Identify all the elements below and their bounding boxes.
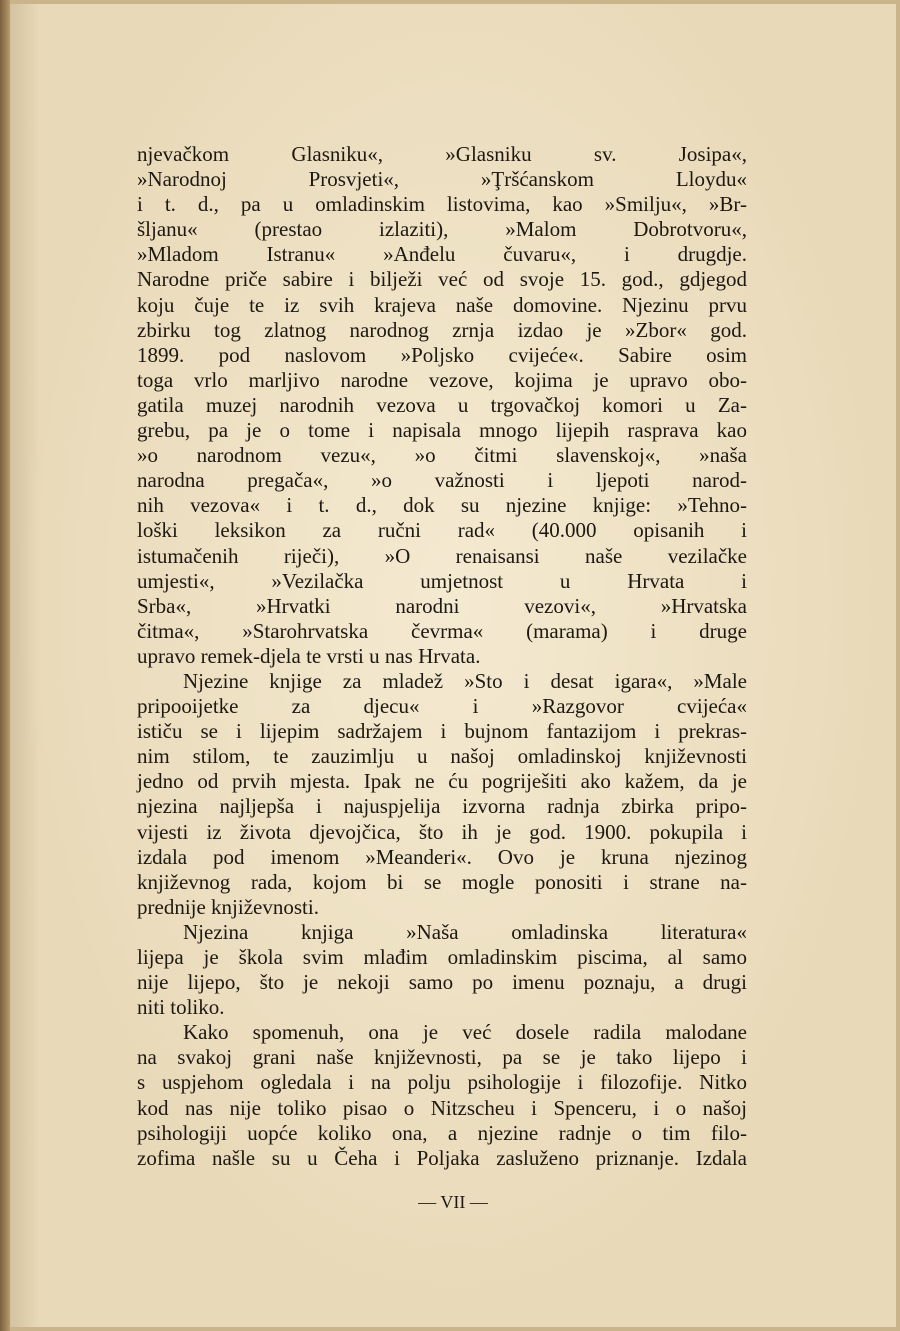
text-line: Njezine knjige za mladež »Sto i desat igara«, »Male (183, 668, 747, 693)
text-line: »Mladom Istranu« »Anđelu čuvaru«, i drugdje. (137, 242, 747, 267)
text-line: nim stilom, te zauzimlju u našoj omladinskoj književnosti (137, 744, 747, 769)
text-line: i t. d., pa u omladinskim listovima, kao »Smilju«, »Br- (137, 192, 747, 217)
text-line: njevačkom Glasniku«, »Glasniku sv. Josipa«, (137, 142, 747, 166)
text-line: na svakoj grani naše književnosti, pa se je tako lijepo i (137, 1045, 747, 1070)
text-line: čitma«, »Starohrvatska čevrma« (marama) i druge (137, 618, 747, 643)
text-line: grebu, pa je o tome i napisala mnogo lijepih rasprava kao (137, 418, 747, 443)
book-spine (0, 0, 10, 1331)
text-line: Njezina knjiga »Naša omladinska literatura« (183, 919, 747, 944)
page-number: — VII — (418, 1192, 488, 1212)
body-text (137, 142, 747, 1171)
text-line: šljanu« (prestao izlaziti), »Malom Dobrotvoru«, (137, 217, 747, 242)
text-line: književnog rada, kojom bi se mogle ponositi i strane na- (137, 869, 747, 894)
text-line: njezina najljepša i najuspjelija izvorna radnja zbirka pripo- (137, 794, 747, 819)
text-line: umjesti«, »Vezilačka umjetnost u Hrvata i (137, 568, 747, 593)
text-line: nije lijepo, što je nekoji samo po imenu poznaju, a drugi (137, 970, 747, 995)
text-line: lijepa je škola svim mlađim omladinskim piscima, al samo (137, 945, 747, 969)
text-line: pripooijetke za djecu« i »Razgovor cvijeća« (137, 694, 747, 719)
text-line: 1899. pod naslovom »Poljsko cvijeće«. Sabire osim (137, 342, 747, 367)
text-line: kod nas nije toliko pisao o Nitzscheu i Spenceru, i o našoj (137, 1095, 747, 1120)
text-line: »Narodnoj Prosvjeti«, »Ţršćanskom Lloydu« (137, 167, 747, 192)
text-line: Narodne priče sabire i bilježi već od svoje 15. god., gdjegod (137, 267, 747, 292)
text-line: loški leksikon za ručni rad« (40.000 opisanih i (137, 518, 747, 543)
text-line: s uspjehom ogledala i na polju psihologije i filozofije. Nitko (137, 1070, 747, 1095)
text-line: gatila muzej narodnih vezova u trgovačkoj komori u Za- (137, 392, 747, 417)
text-line: zofima našle su u Čeha i Poljaka zasluženo priznanje. Izdala (137, 1145, 747, 1170)
text-line: zbirku tog zlatnog narodnog zrnja izdao je »Zbor« god. (137, 317, 747, 342)
text-line: niti toliko. (137, 995, 225, 1020)
text-line: Srba«, »Hrvatki narodni vezovi«, »Hrvatska (137, 593, 747, 618)
text-line: izdala pod imenom »Meanderi«. Ovo je kruna njezinog (137, 844, 747, 869)
book-page (10, 4, 896, 1327)
text-line: prednije književnosti. (137, 894, 319, 919)
text-line: nih vezova« i t. d., dok su njezine knjige: »Tehno- (137, 493, 747, 518)
text-line: jedno od prvih mjesta. Ipak ne ću pogriješiti ako kažem, da je (137, 769, 747, 794)
text-line: upravo remek-djela te vrsti u nas Hrvata. (137, 643, 481, 668)
text-line: Kako spomenuh, ona je već dosele radila malodane (183, 1020, 747, 1045)
text-line: vijesti iz života djevojčica, što ih je god. 1900. pokupila i (137, 819, 747, 844)
text-line: »o narodnom vezu«, »o čitmi slavenskoj«, »naša (137, 443, 747, 468)
text-line: ističu se i lijepim sadržajem i bujnom fantazijom i prekras- (137, 719, 747, 744)
text-line: narodna pregača«, »o važnosti i ljepoti narod- (137, 468, 747, 493)
text-line: psihologiji uopće koliko ona, a njezine radnje o tim filo- (137, 1120, 747, 1145)
text-line: toga vrlo marljivo narodne vezove, kojima je upravo obo- (137, 367, 747, 392)
text-line: koju čuje te iz svih krajeva naše domovine. Njezinu prvu (137, 292, 747, 317)
text-line: istumačenih riječi), »O renaisansi naše vezilačke (137, 543, 747, 568)
